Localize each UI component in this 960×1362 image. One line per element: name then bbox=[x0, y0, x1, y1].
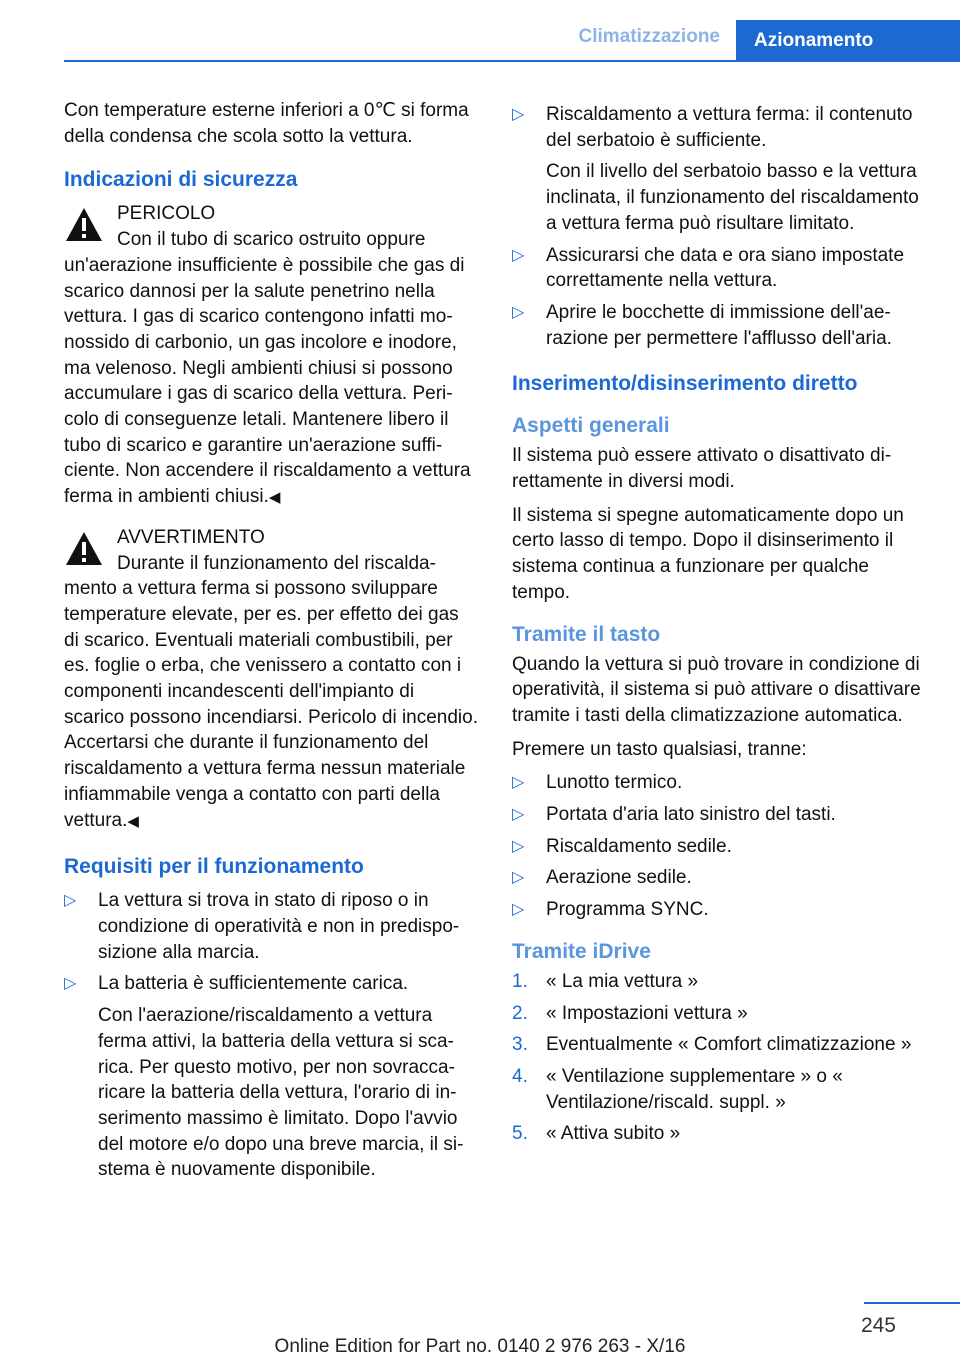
caution-first-line: Durante il funzionamento del riscalda- bbox=[117, 552, 436, 574]
list-item-text: Programma SYNC. bbox=[546, 899, 709, 921]
list-item-text: Assicurarsi che data e ora siano impostate correttamente nella vettura. bbox=[546, 244, 905, 292]
bullet-triangle-icon: ▷ bbox=[512, 246, 525, 264]
list-item bbox=[512, 802, 928, 828]
chapter-tab bbox=[736, 20, 960, 62]
list-item-text: La batteria è sufficientemente carica. bbox=[98, 973, 409, 995]
end-mark: ◀ bbox=[268, 489, 281, 507]
bullet-triangle-icon: ▷ bbox=[512, 806, 525, 824]
bullet-triangle-icon: ▷ bbox=[64, 892, 77, 910]
list-item-text: Riscaldamento a vettura ferma: il contenuto del serbatoio è sufficiente. bbox=[546, 104, 913, 151]
danger-label: PERICOLO bbox=[117, 203, 216, 225]
step-item bbox=[512, 1121, 928, 1147]
caution-label: AVVERTIMENTO bbox=[117, 526, 265, 548]
caution-warning bbox=[64, 525, 478, 834]
danger-first-line: Con il tubo di scarico ostruito oppure bbox=[117, 229, 426, 251]
bullet-triangle-icon: ▷ bbox=[512, 106, 525, 123]
chapter-tab-label: Azionamento bbox=[754, 30, 874, 51]
page-number: 245 bbox=[860, 1314, 896, 1337]
left-column bbox=[64, 98, 478, 1189]
list-item bbox=[64, 888, 478, 965]
requirements-heading: Requisiti per il funzionamento bbox=[64, 855, 364, 879]
footer-rule bbox=[864, 1302, 960, 1304]
step-item bbox=[512, 969, 928, 995]
step-number: 3. bbox=[512, 1034, 528, 1056]
button-paragraph-1: Quando la vettura si può trovare in condizione di operatività, il sistema si può attivare o disattivare tramite i tasti della climatizzazione automatica. bbox=[512, 653, 921, 726]
warning-triangle-icon bbox=[64, 529, 104, 569]
danger-text: un'aerazione insufficiente è possibile che gas di scarico dannosi per la salute penetrino nella vettura. I gas di scarico contengono infatti monossido di carbonio, un gas incolore e inodore, ma velenoso. Negli ambienti chiusi si possono accumulare i gas di scarico della vettura. Pericolo di conseguenze letali. Mantenere libero il tubo di scarico e garantire un'aerazione sufficiente. Non accendere il riscaldamento a vettura ferma in ambienti chiusi. bbox=[64, 254, 471, 508]
step-text: « La mia vettura » bbox=[546, 970, 699, 992]
bullet-triangle-icon: ▷ bbox=[64, 975, 77, 993]
general-paragraph-1: Il sistema può essere attivato o disattivato direttamente in diversi modi. bbox=[512, 445, 892, 493]
list-item-text: Riscaldamento sedile. bbox=[546, 835, 732, 857]
step-number: 5. bbox=[512, 1123, 528, 1145]
bullet-triangle-icon: ▷ bbox=[512, 774, 525, 792]
bullet-triangle-icon: ▷ bbox=[512, 869, 525, 887]
button-heading: Tramite il tasto bbox=[512, 622, 661, 646]
list-item bbox=[512, 865, 928, 891]
step-text: « Impostazioni vettura » bbox=[546, 1002, 748, 1024]
list-item-text: La vettura si trova in stato di riposo o in condizione di operatività e non in predisposizione alla marcia. bbox=[98, 890, 460, 963]
list-item-note: Con il livello del serbatoio basso e la vettura inclinata, il funzionamento del riscaldamento a vettura ferma può risultare limitato. bbox=[546, 161, 919, 234]
list-item-text: Aerazione sedile. bbox=[546, 867, 692, 889]
right-column bbox=[512, 102, 928, 1153]
end-mark: ◀ bbox=[127, 812, 139, 830]
caution-text: mento a vettura ferma si possono sviluppare temperature elevate, per es. per effetto dei gas di scarico. Eventuali materiali combustibili, per es. foglie o erba, che venissero a contatto con i componenti incandescenti dell'impianto di scarico possono incendiarsi. Pericolo di incendio. Accertarsi che durante il funzionamento del riscaldamento a vettura ferma nessun materiale infiammabile venga a contatto con parti della vettura. bbox=[64, 578, 479, 831]
bullet-triangle-icon: ▷ bbox=[512, 901, 525, 919]
edition-note: Online Edition for Part no. 0140 2 976 263 - X/16 bbox=[274, 1336, 686, 1357]
list-item bbox=[512, 102, 928, 237]
step-item bbox=[512, 1032, 928, 1058]
list-item bbox=[512, 300, 928, 351]
step-text: Eventualmente « Comfort climatizzazione » bbox=[546, 1034, 912, 1056]
section-title: Climatizzazione bbox=[578, 26, 720, 47]
button-paragraph-2: Premere un tasto qualsiasi, tranne: bbox=[512, 738, 807, 760]
step-item bbox=[512, 1064, 928, 1115]
step-text: « Ventilazione supplementare » o « Ventilazione/riscald. suppl. » bbox=[546, 1065, 843, 1113]
list-item bbox=[512, 243, 928, 294]
general-heading: Aspetti generali bbox=[512, 414, 670, 438]
step-number: 1. bbox=[512, 970, 528, 992]
bullet-triangle-icon: ▷ bbox=[512, 303, 525, 321]
step-number: 4. bbox=[512, 1065, 528, 1087]
list-item bbox=[512, 834, 928, 860]
list-item-note: Con l'aerazione/riscaldamento a vettura ferma attivi, la batteria della vettura si scarica. Per questo motivo, per non sovraccaricare la batteria della vettura, l'orario di inserimento massimo è limitato. Dopo l'avvio del motore e/o dopo una breve marcia, il sistema è nuovamente disponibile. bbox=[98, 1005, 464, 1181]
intro-paragraph: Con temperature esterne inferiori a 0℃ si forma della condensa che scola sotto la vettura. bbox=[64, 100, 469, 147]
list-item-text: Aprire le bocchette di immissione dell'aerazione per permettere l'afflusso dell'aria. bbox=[546, 301, 892, 349]
list-item bbox=[512, 770, 928, 796]
direct-switch-heading: Inserimento/disinserimento diretto bbox=[512, 372, 858, 396]
step-item bbox=[512, 1001, 928, 1027]
list-item-text: Lunotto termico. bbox=[546, 772, 683, 794]
general-paragraph-2: Il sistema si spegne automaticamente dopo un certo lasso di tempo. Dopo il disinserimento il sistema continua a funzionare per qualche tempo. bbox=[512, 504, 904, 603]
header-rule bbox=[64, 60, 960, 62]
list-item bbox=[512, 897, 928, 923]
list-item bbox=[64, 971, 478, 1183]
step-text: « Attiva subito » bbox=[546, 1123, 681, 1145]
bullet-triangle-icon: ▷ bbox=[512, 837, 525, 855]
list-item-text: Portata d'aria lato sinistro del tasti. bbox=[546, 804, 836, 826]
step-number: 2. bbox=[512, 1002, 528, 1024]
warning-triangle-icon bbox=[64, 205, 104, 245]
safety-heading: Indicazioni di sicurezza bbox=[64, 168, 298, 192]
idrive-heading: Tramite iDrive bbox=[512, 939, 651, 963]
danger-warning bbox=[64, 201, 478, 510]
